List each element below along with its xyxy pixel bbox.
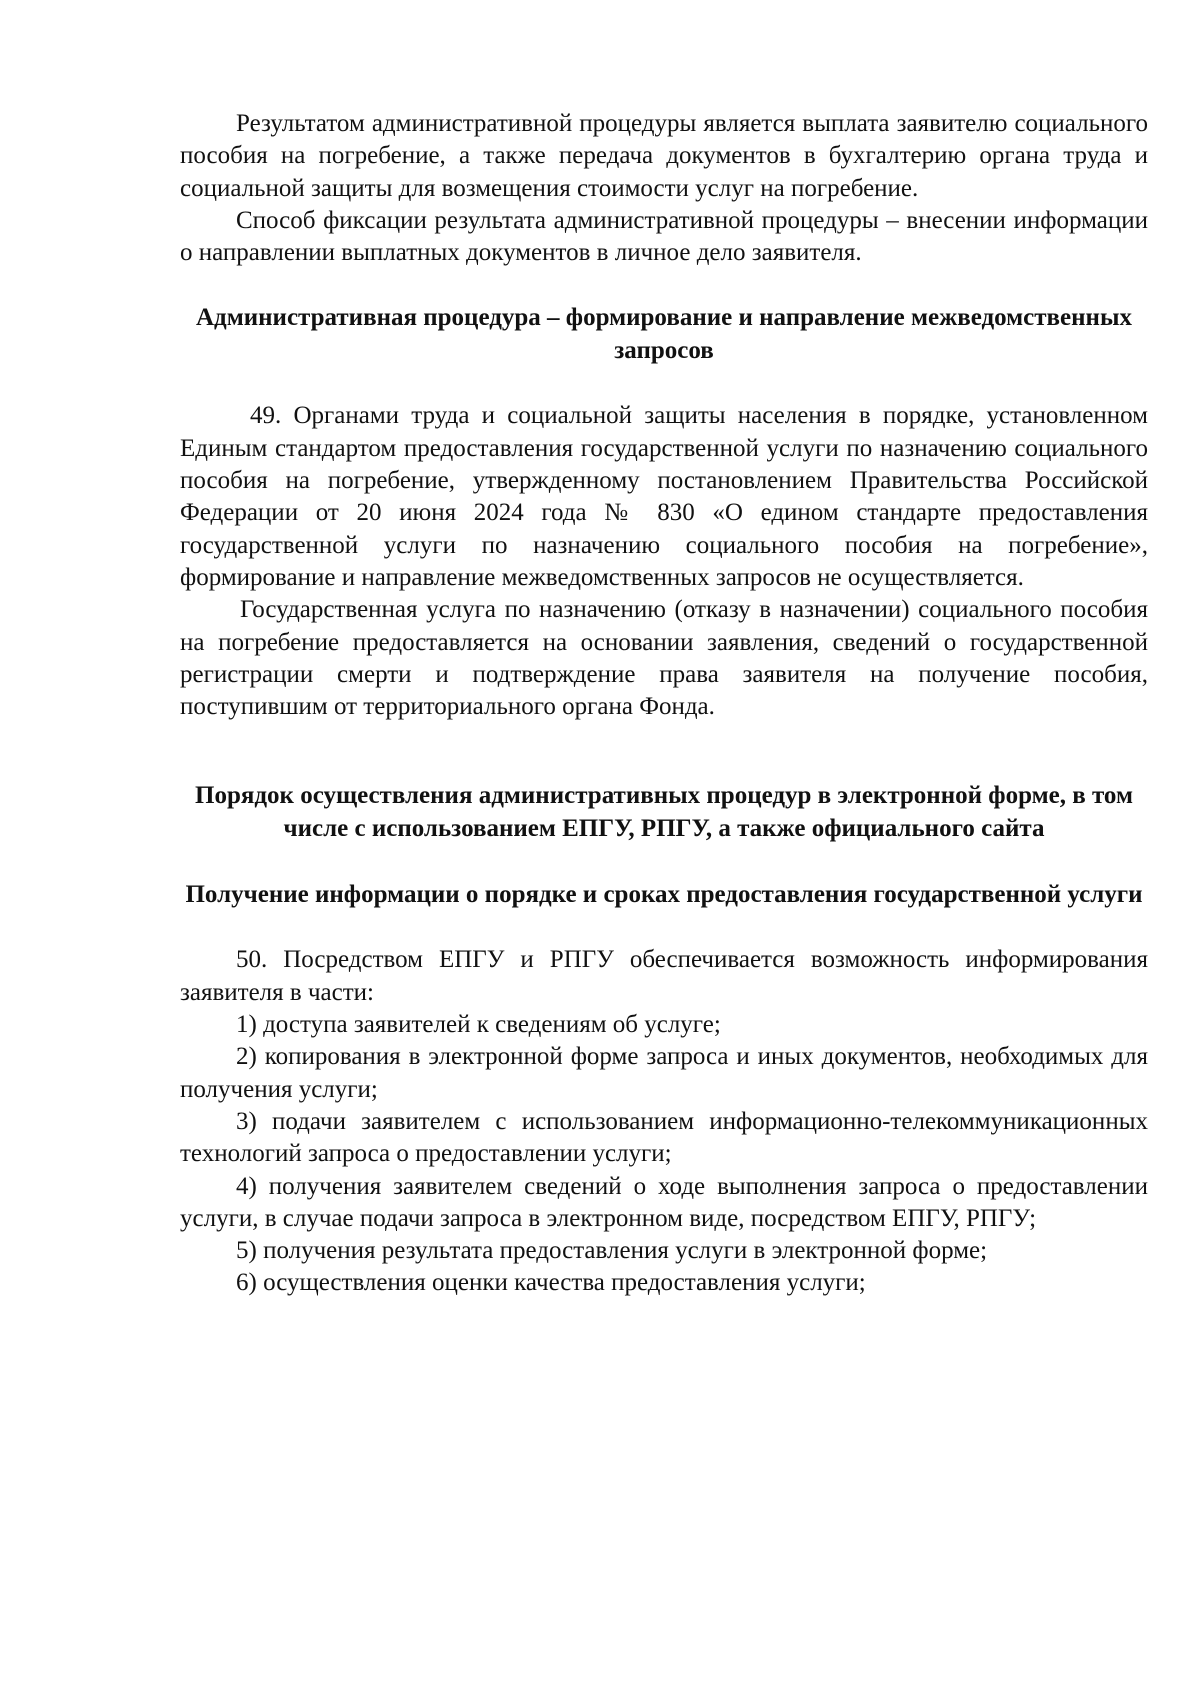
- heading-interagency-requests: Административная процедура – формирование и направление межведомственных запросов: [196, 304, 1132, 365]
- paragraph-result: Результатом административной процедуры является выплата заявителю социального пособия на погребение, а также передача документов в бухгалтерию органа труда и социальной защиты для возмещения стоимости услуг на погребение.: [180, 110, 1148, 202]
- paragraph-49: 49. Органами труда и социальной защиты населения в порядке, установленном Единым стандартом предоставления государственной услуги по назначению социального пособия на погребение, утвержденному постановлением Правительства Российской Федерации от 20 июня 2024 года № 830 «О едином стандарте предоставления государственной услуги по назначению социального пособия на погребение», формирование и направление межведомственных запросов не осуществляется.: [180, 402, 1148, 591]
- paragraph-state-service: Государственная услуга по назначению (отказу в назначении) социального пособия на погребение предоставляется на основании заявления, сведений о государственной регистрации смерти и подтверждение права заявителя на получение пособия, поступившим от территориального органа Фонда.: [180, 596, 1148, 721]
- paragraph-fixation-method: Способ фиксации результата административной процедуры – внесении информации о направлении выплатных документов в личное дело заявителя.: [180, 206, 1148, 267]
- list-item: 3) подачи заявителем с использованием информационно-телекоммуникационных технологий запроса о предоставлении услуги;: [180, 1107, 1148, 1168]
- list-item: 2) копирования в электронной форме запроса и иных документов, необходимых для получения услуги;: [180, 1043, 1148, 1103]
- list-item: 1) доступа заявителей к сведениям об услуге;: [236, 1011, 721, 1039]
- list-item: 6) осуществления оценки качества предоставления услуги;: [236, 1269, 866, 1297]
- heading-electronic-procedures: Порядок осуществления административных процедур в электронной форме, в том числе с использованием ЕПГУ, РПГУ, а также официального сайта: [195, 782, 1133, 843]
- list-item: 5) получения результата предоставления услуги в электронной форме;: [236, 1237, 988, 1265]
- heading-information-terms: Получение информации о порядке и сроках предоставления государственной услуги: [185, 881, 1143, 909]
- paragraph-50: 50. Посредством ЕПГУ и РПГУ обеспечивается возможность информирования заявителя в части:: [180, 946, 1148, 1006]
- document-page: [180, 108, 1148, 1300]
- list-item: 4) получения заявителем сведений о ходе выполнения запроса о предоставлении услуги, в случае подачи запроса в электронном виде, посредством ЕПГУ, РПГУ;: [180, 1172, 1148, 1232]
